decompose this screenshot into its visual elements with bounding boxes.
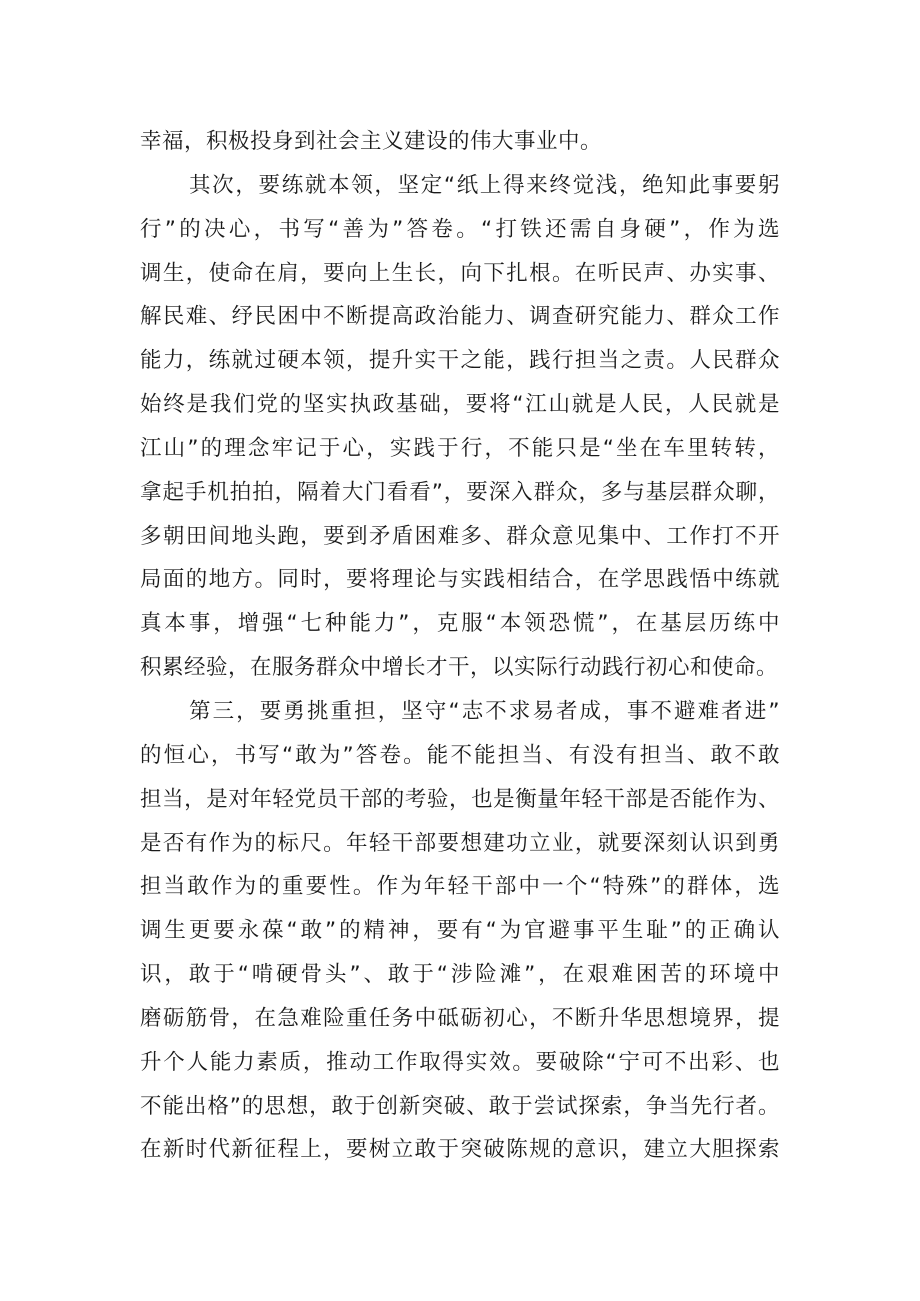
paragraph-start-line: 第三，要勇挑重担，坚守“志不求易者成，事不避难者进” bbox=[189, 699, 780, 724]
text-line: 拿起手机拍拍，隔着大门看看”，要深入群众，多与基层群众聊， bbox=[140, 480, 780, 505]
text-line: 担当敢作为的重要性。作为年轻干部中一个“特殊”的群体，选 bbox=[140, 874, 780, 899]
text-line: 磨砺筋骨，在急难险重任务中砥砺初心，不断升华思想境界，提 bbox=[140, 1006, 780, 1031]
text-line: 真本事，增强“七种能力”，克服“本领恐慌”，在基层历练中 bbox=[140, 611, 780, 636]
text-line: 担当，是对年轻党员干部的考验，也是衡量年轻干部是否能作为、 bbox=[140, 787, 780, 812]
text-line: 局面的地方。同时，要将理论与实践相结合，在学思践悟中练就 bbox=[140, 567, 780, 592]
text-line: 解民难、纾民困中不断提高政治能力、调查研究能力、群众工作 bbox=[140, 304, 780, 329]
text-line: 幸福，积极投身到社会主义建设的伟大事业中。 bbox=[140, 129, 603, 154]
text-line: 积累经验，在服务群众中增长才干，以实际行动践行初心和使命。 bbox=[140, 655, 779, 680]
paragraph-start-line: 其次，要练就本领，坚定“纸上得来终觉浅，绝知此事要躬 bbox=[189, 173, 780, 198]
text-line: 在新时代新征程上，要树立敢于突破陈规的意识，建立大胆探索 bbox=[140, 1137, 780, 1162]
text-line: 识，敢于“啃硬骨头”、敢于“涉险滩”，在艰难困苦的环境中 bbox=[140, 962, 780, 987]
text-line: 是否有作为的标尺。年轻干部要想建功立业，就要深刻认识到勇 bbox=[140, 831, 780, 856]
text-line: 的恒心，书写“敢为”答卷。能不能担当、有没有担当、敢不敢 bbox=[140, 743, 780, 768]
text-line: 不能出格”的思想，敢于创新突破、敢于尝试探索，争当先行者。 bbox=[140, 1094, 780, 1119]
text-line: 调生，使命在肩，要向上生长，向下扎根。在听民声、办实事、 bbox=[140, 261, 780, 286]
text-line: 能力，练就过硬本领，提升实干之能，践行担当之责。人民群众 bbox=[140, 348, 780, 373]
text-line: 多朝田间地头跑，要到矛盾困难多、群众意见集中、工作打不开 bbox=[140, 524, 780, 549]
text-line: 始终是我们党的坚实执政基础，要将“江山就是人民，人民就是 bbox=[140, 392, 780, 417]
text-line: 升个人能力素质，推动工作取得实效。要破除“宁可不出彩、也 bbox=[140, 1050, 780, 1075]
text-line: 江山”的理念牢记于心，实践于行，不能只是“坐在车里转转， bbox=[140, 436, 780, 461]
text-line: 调生更要永葆“敢”的精神，要有“为官避事平生耻”的正确认 bbox=[140, 918, 780, 943]
text-line: 行”的决心，书写“善为”答卷。“打铁还需自身硬”，作为选 bbox=[140, 217, 780, 242]
